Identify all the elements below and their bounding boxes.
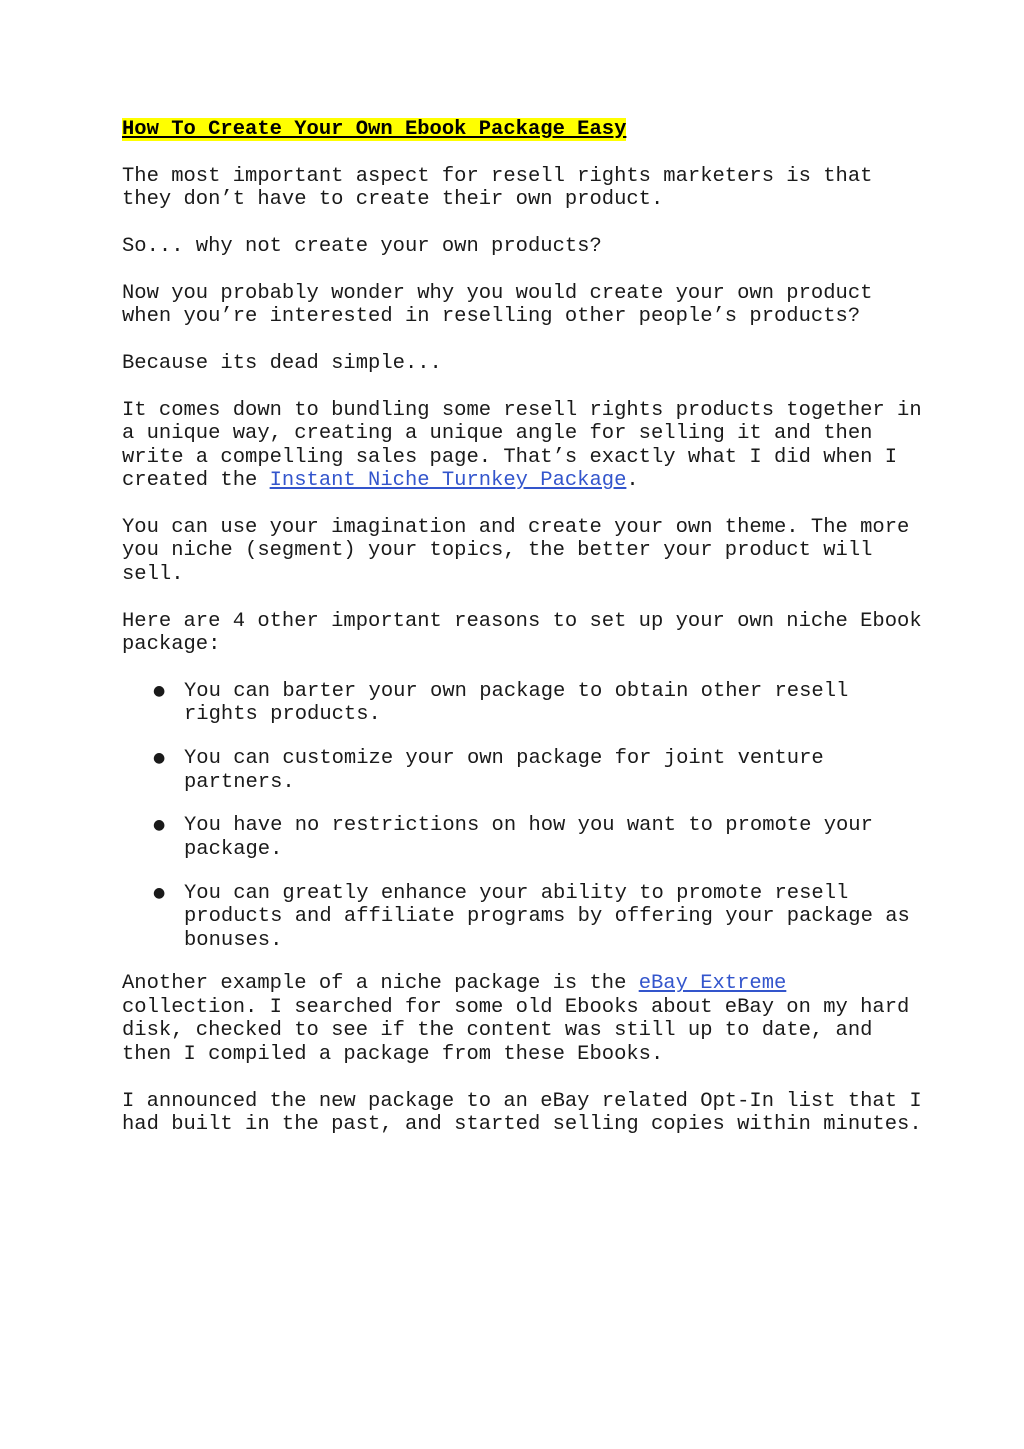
paragraph-dead-simple: Because its dead simple... [122, 352, 442, 376]
list-item [153, 814, 922, 861]
list-item-text: You can greatly enhance your ability to promote resell products and affiliate programs by offering your package as bonuses. [184, 881, 910, 952]
bundling-text: It comes down to bundling some resell rights products together in a unique way, creating a unique angle for selling it and then write a compelling sales page. That’s exactly what I did when I created the [122, 399, 922, 493]
list-item [153, 881, 922, 952]
paragraph-wonder: Now you probably wonder why you would create your own product when you’re interested in reselling other people’s products? [122, 282, 873, 329]
instant-niche-turnkey-link[interactable]: Instant Niche Turnkey Package [269, 469, 627, 493]
reasons-list [122, 680, 922, 952]
paragraph-announced: I announced the new package to an eBay related Opt-In list that I had built in the past, and started selling copies within minutes. [122, 1089, 922, 1136]
paragraph-resell-aspect: The most important aspect for resell rights marketers is that they don’t have to create their own product. [122, 165, 873, 212]
list-item-text: You can barter your own package to obtain other resell rights products. [184, 679, 849, 727]
list-item-text: You have no restrictions on how you want to promote your package. [184, 814, 873, 861]
bullet-icon: ● [153, 682, 166, 699]
list-item [153, 747, 922, 794]
list-item [153, 679, 922, 727]
paragraph-imagination: You can use your imagination and create your own theme. The more you niche (segment) your topics, the better your product will sell. [122, 516, 910, 586]
paragraph-bundling [122, 399, 922, 493]
ebay-extreme-link[interactable]: eBay Extreme [638, 972, 787, 996]
bullet-icon: ● [153, 750, 166, 767]
bullet-icon: ● [153, 817, 166, 834]
paragraph-ebay-example [122, 972, 922, 1066]
paragraph-reasons-intro: Here are 4 other important reasons to set up your own niche Ebook package: [122, 609, 922, 657]
paragraph-why-not: So... why not create your own products? [122, 235, 602, 259]
bundling-period: . [626, 469, 639, 493]
ebay-example-text: Another example of a niche package is the [122, 972, 639, 996]
ebay-example-rest: collection. I searched for some old Ebooks about eBay on my hard disk, checked to see if the content was still up to date, and then I compiled a package from these Ebooks. [122, 995, 910, 1066]
document-page [122, 118, 922, 1160]
document-title: How To Create Your Own Ebook Package Easy [122, 118, 627, 141]
list-item-text: You can customize your own package for joint venture partners. [184, 747, 824, 794]
bullet-icon: ● [153, 884, 166, 901]
title-row [122, 118, 922, 142]
